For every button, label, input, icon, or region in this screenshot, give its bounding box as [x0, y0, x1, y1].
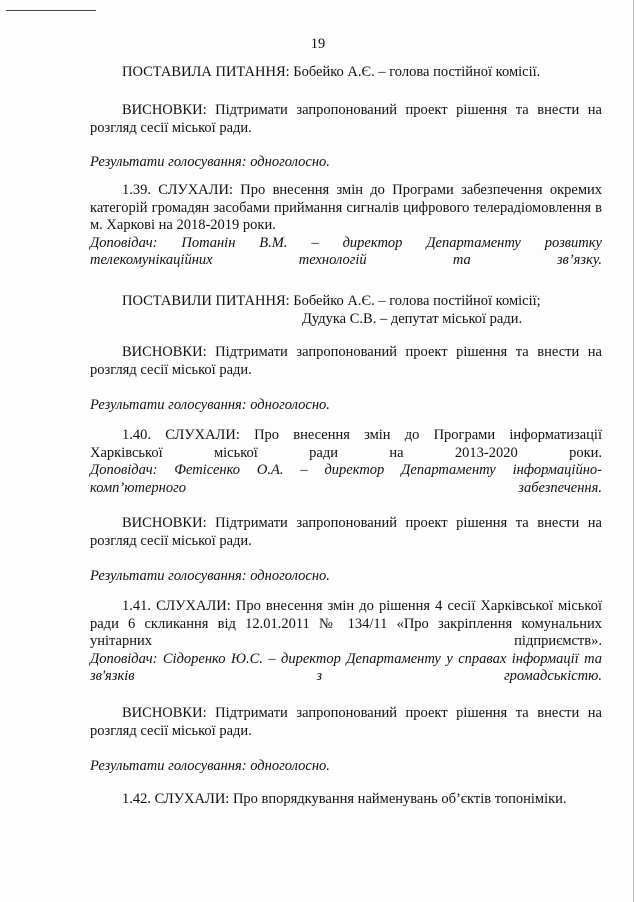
speaker-text: Доповідач: Потанін В.М. – директор Департаменту розвитку телекомунікаційних технологій та зв’язку. — [90, 234, 602, 268]
agenda-item-1-42: 1.42. СЛУХАЛИ: Про впорядкування найменувань об’єктів топоніміки. — [122, 791, 567, 807]
conclusions: ВИСНОВКИ: Підтримати запропонований проект рішення та внести на розгляд сесії міської ради. — [90, 515, 602, 549]
speaker-text: Доповідач: Фетісенко О.А. – директор Департаменту інформаційно-комп’ютерного забезпечення. — [90, 462, 602, 496]
speaker-text: Доповідач: Сідоренко Ю.С. – директор Департаменту у справах інформації та зв'язків з громадськістю. — [90, 650, 602, 684]
voting-results: Результати голосування: одноголосно. — [90, 154, 330, 170]
header-rule — [6, 10, 96, 11]
conclusions: ВИСНОВКИ: Підтримати запропонований проект рішення та внести на розгляд сесії міської ради. — [90, 705, 602, 739]
heard-text: 1.40. СЛУХАЛИ: Про внесення змін до Програми інформатизації Харківської міської ради на 2013-2020 роки. — [90, 427, 602, 461]
questions-line-1: ПОСТАВИЛИ ПИТАННЯ: Бобейко А.Є. – голова постійної комісії; — [122, 293, 541, 309]
page-number: 19 — [310, 36, 326, 52]
voting-results: Результати голосування: одноголосно. — [90, 397, 330, 413]
questions-raised-multi — [90, 293, 602, 328]
conclusions: ВИСНОВКИ: Підтримати запропонований проект рішення та внести на розгляд сесії міської ради. — [90, 344, 602, 378]
agenda-item-1-39 — [90, 182, 602, 270]
agenda-item-1-41 — [90, 598, 602, 686]
voting-results: Результати голосування: одноголосно. — [90, 758, 330, 774]
voting-results: Результати голосування: одноголосно. — [90, 568, 330, 584]
agenda-item-1-40 — [90, 427, 602, 497]
questions-raised: ПОСТАВИЛА ПИТАННЯ: Бобейко А.Є. – голова постійної комісії. — [122, 64, 541, 80]
questions-line-2: Дудука С.В. – депутат міської ради. — [302, 310, 523, 327]
heard-text: 1.39. СЛУХАЛИ: Про внесення змін до Програми забезпечення окремих категорій громадян засобами приймання сигналів цифрового телерадіомовлення в м. Харкові на 2018-2019 роки. — [90, 182, 602, 233]
scan-edge — [633, 0, 634, 902]
heard-text: 1.41. СЛУХАЛИ: Про внесення змін до рішення 4 сесії Харківської міської ради 6 скликання від 12.01.2011 № 134/11 «Про закріплення комунальних унітарних підприємств». — [90, 598, 602, 649]
conclusions: ВИСНОВКИ: Підтримати запропонований проект рішення та внести на розгляд сесії міської ради. — [90, 102, 602, 136]
